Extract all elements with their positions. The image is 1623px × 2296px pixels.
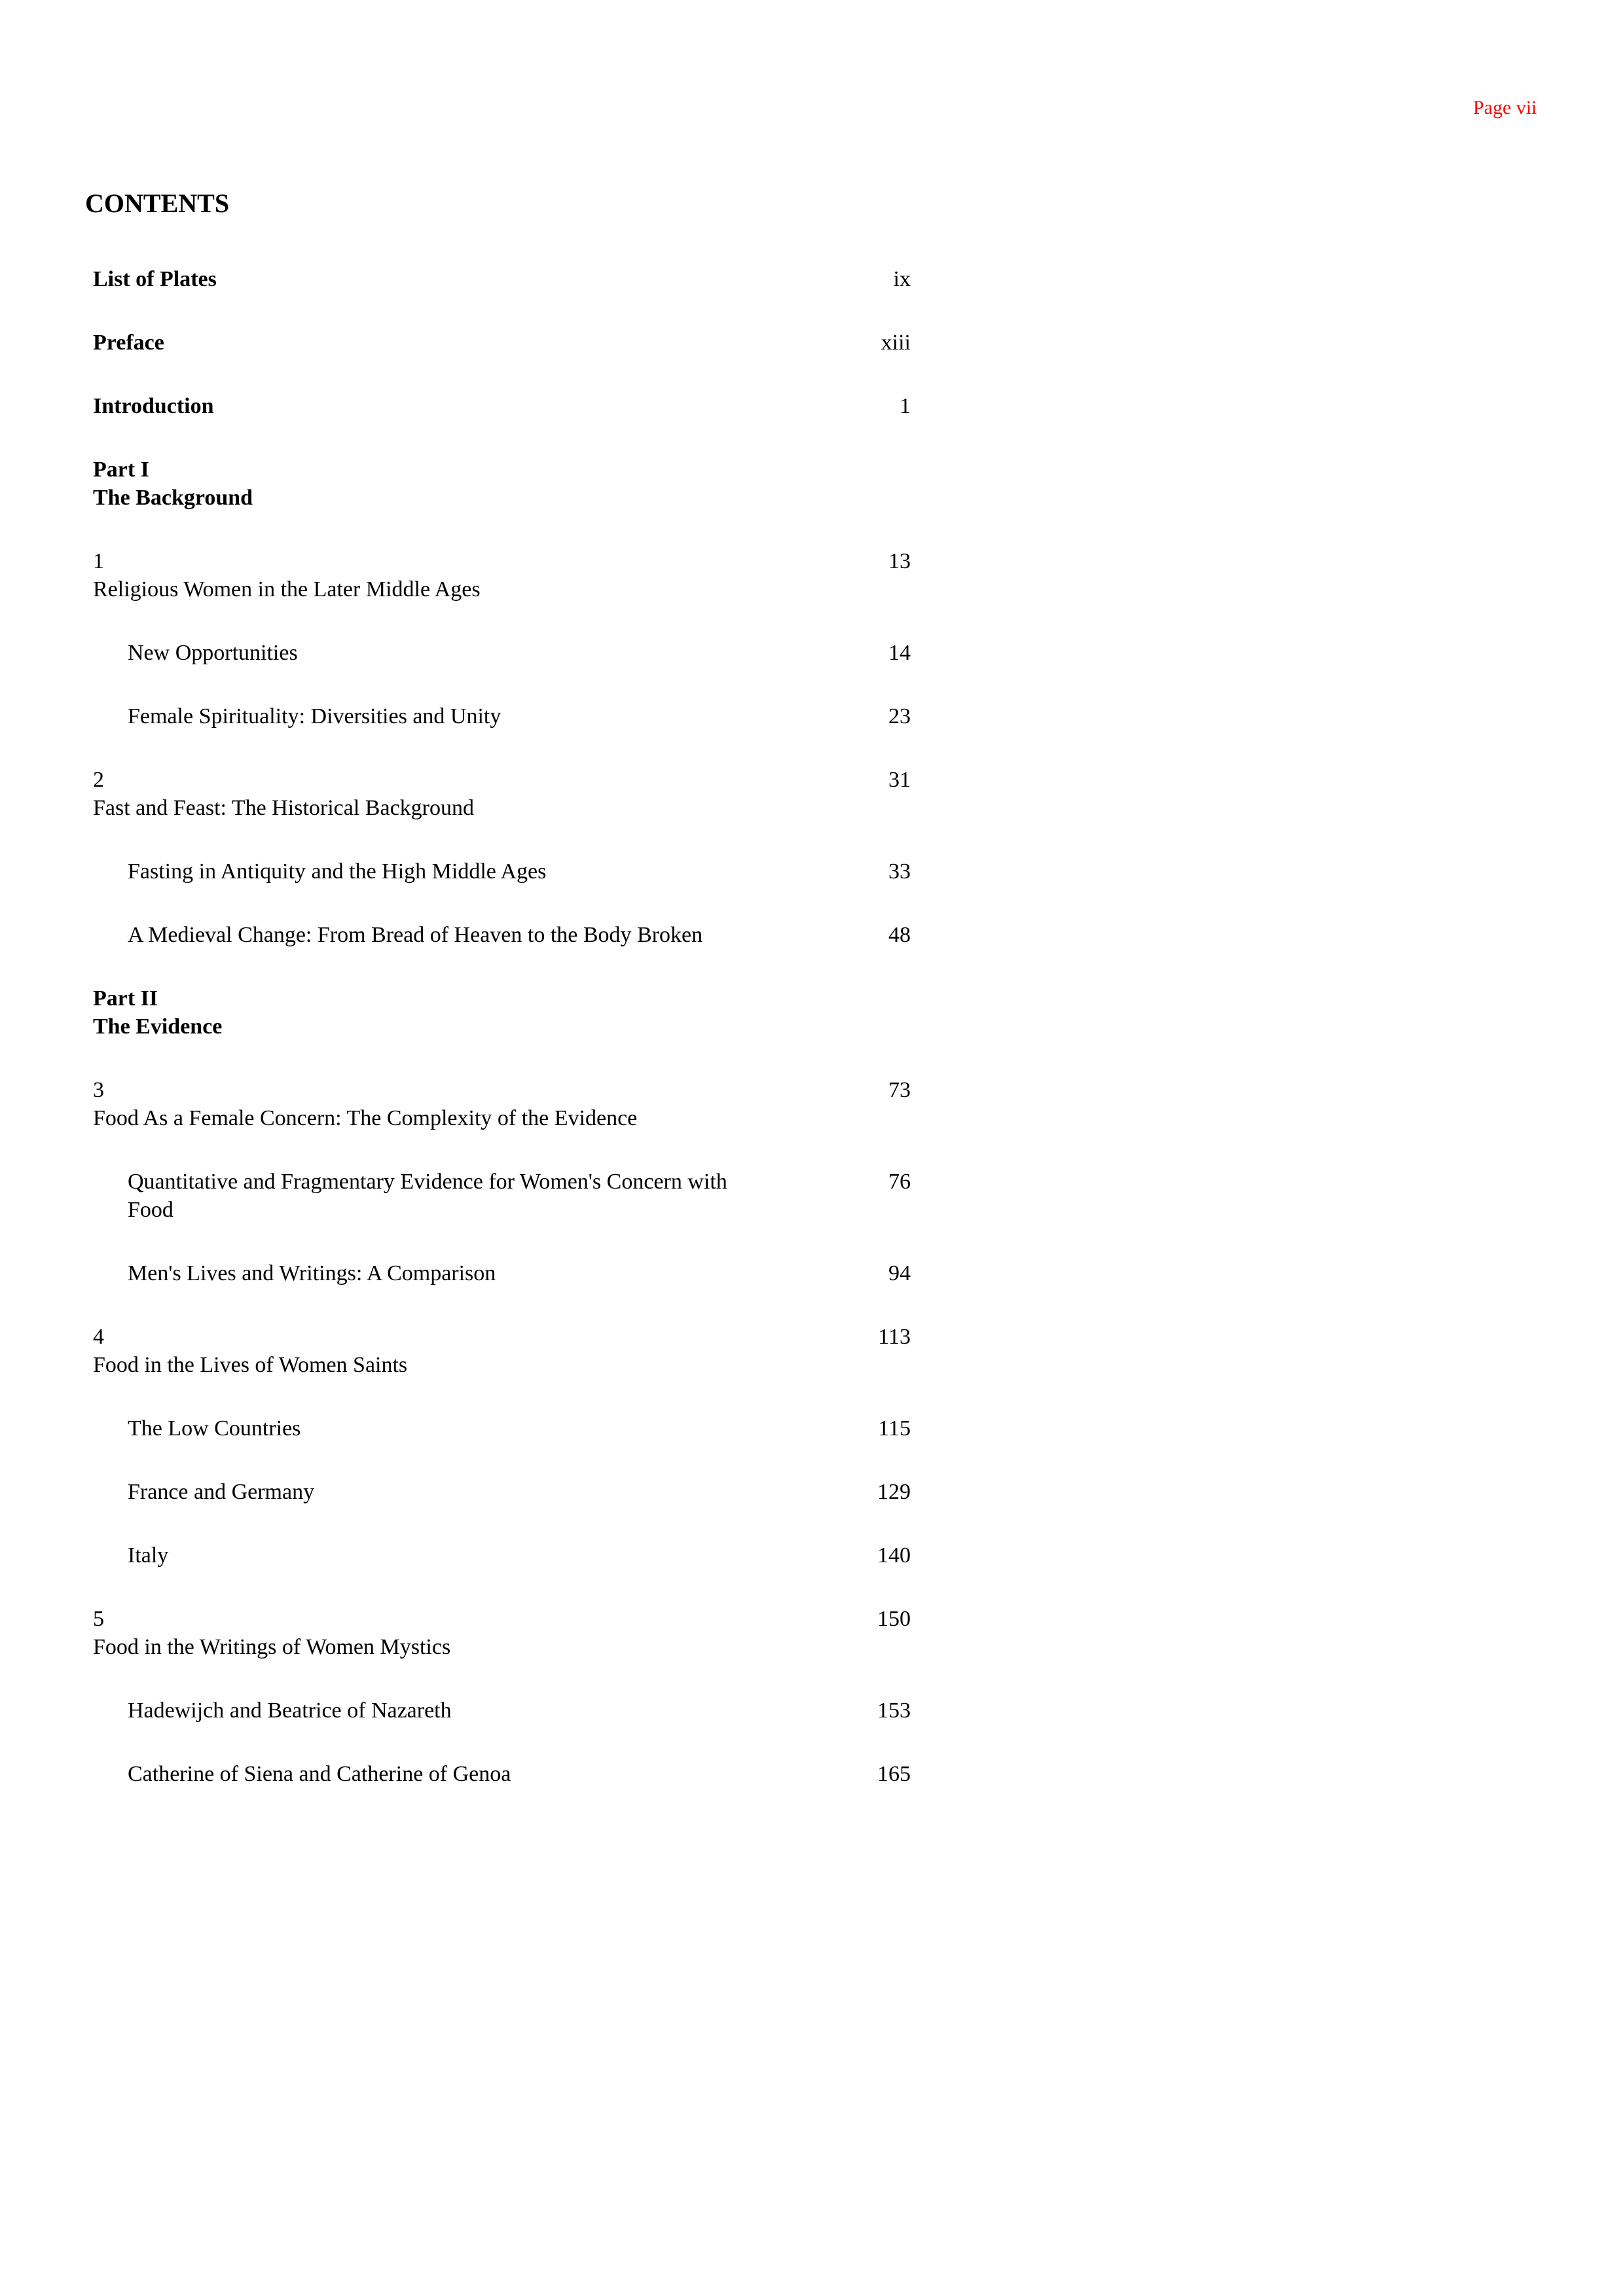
toc-entry-title: Hadewijch and Beatrice of Nazareth <box>128 1698 452 1723</box>
toc-entry-title: 1 Religious Women in the Later Middle Ages <box>93 549 481 601</box>
toc-entry-title: The Low Countries <box>128 1416 301 1441</box>
toc-entry-page: 129 <box>877 1480 911 1504</box>
toc-entry-title: Italy <box>128 1543 169 1568</box>
toc-entry-page: 153 <box>877 1698 911 1723</box>
toc-entry-page: 94 <box>888 1261 911 1285</box>
toc-entry-title: A Medieval Change: From Bread of Heaven to the Body Broken <box>128 923 703 947</box>
toc-entry-title: Fasting in Antiquity and the High Middle Ages <box>128 859 547 884</box>
toc-entry-title: Female Spirituality: Diversities and Unity <box>128 704 501 728</box>
toc-entry-page: 1 <box>900 394 911 418</box>
toc-entry-title: Preface <box>93 331 164 355</box>
toc-entry-title: 5 Food in the Writings of Women Mystics <box>93 1607 451 1659</box>
toc-entry-page: xiii <box>881 331 911 355</box>
toc-entry-page: 140 <box>877 1543 911 1568</box>
toc-entry-page: 73 <box>888 1078 911 1102</box>
toc-entry-page: ix <box>893 267 911 291</box>
toc-entry-page: 13 <box>888 549 911 573</box>
toc-entry-page: 33 <box>888 859 911 884</box>
toc-part-title: Part II The Evidence <box>93 986 223 1039</box>
page-number-label: Page vii <box>1473 97 1537 118</box>
toc-entry-title: 2 Fast and Feast: The Historical Background <box>93 768 474 820</box>
toc-entry-page: 31 <box>888 768 911 792</box>
toc-entry-title: List of Plates <box>93 267 217 291</box>
contents-heading: CONTENTS <box>85 188 230 218</box>
toc-part-title: Part I The Background <box>93 457 253 510</box>
toc-entry-title: France and Germany <box>128 1480 315 1504</box>
toc-entry-page: 23 <box>888 704 911 728</box>
toc-entry-page: 115 <box>878 1416 911 1441</box>
toc-entry-title: 3 Food As a Female Concern: The Complexity of the Evidence <box>93 1078 638 1130</box>
toc-entry-title: 4 Food in the Lives of Women Saints <box>93 1325 408 1377</box>
toc-entry-title: New Opportunities <box>128 641 298 665</box>
toc-entry-page: 48 <box>888 923 911 947</box>
toc-entry-title: Catherine of Siena and Catherine of Genoa <box>128 1762 511 1786</box>
toc-entry-page: 165 <box>877 1762 911 1786</box>
toc-entry-title: Introduction <box>93 394 214 418</box>
toc-entry-title: Quantitative and Fragmentary Evidence for Women's Concern with Food <box>128 1170 727 1222</box>
toc-entry-page: 14 <box>888 641 911 665</box>
toc-entry-title: Men's Lives and Writings: A Comparison <box>128 1261 496 1285</box>
toc-entry-page: 76 <box>888 1170 911 1194</box>
toc-entry-page: 150 <box>877 1607 911 1631</box>
toc-entry-page: 113 <box>878 1325 911 1349</box>
